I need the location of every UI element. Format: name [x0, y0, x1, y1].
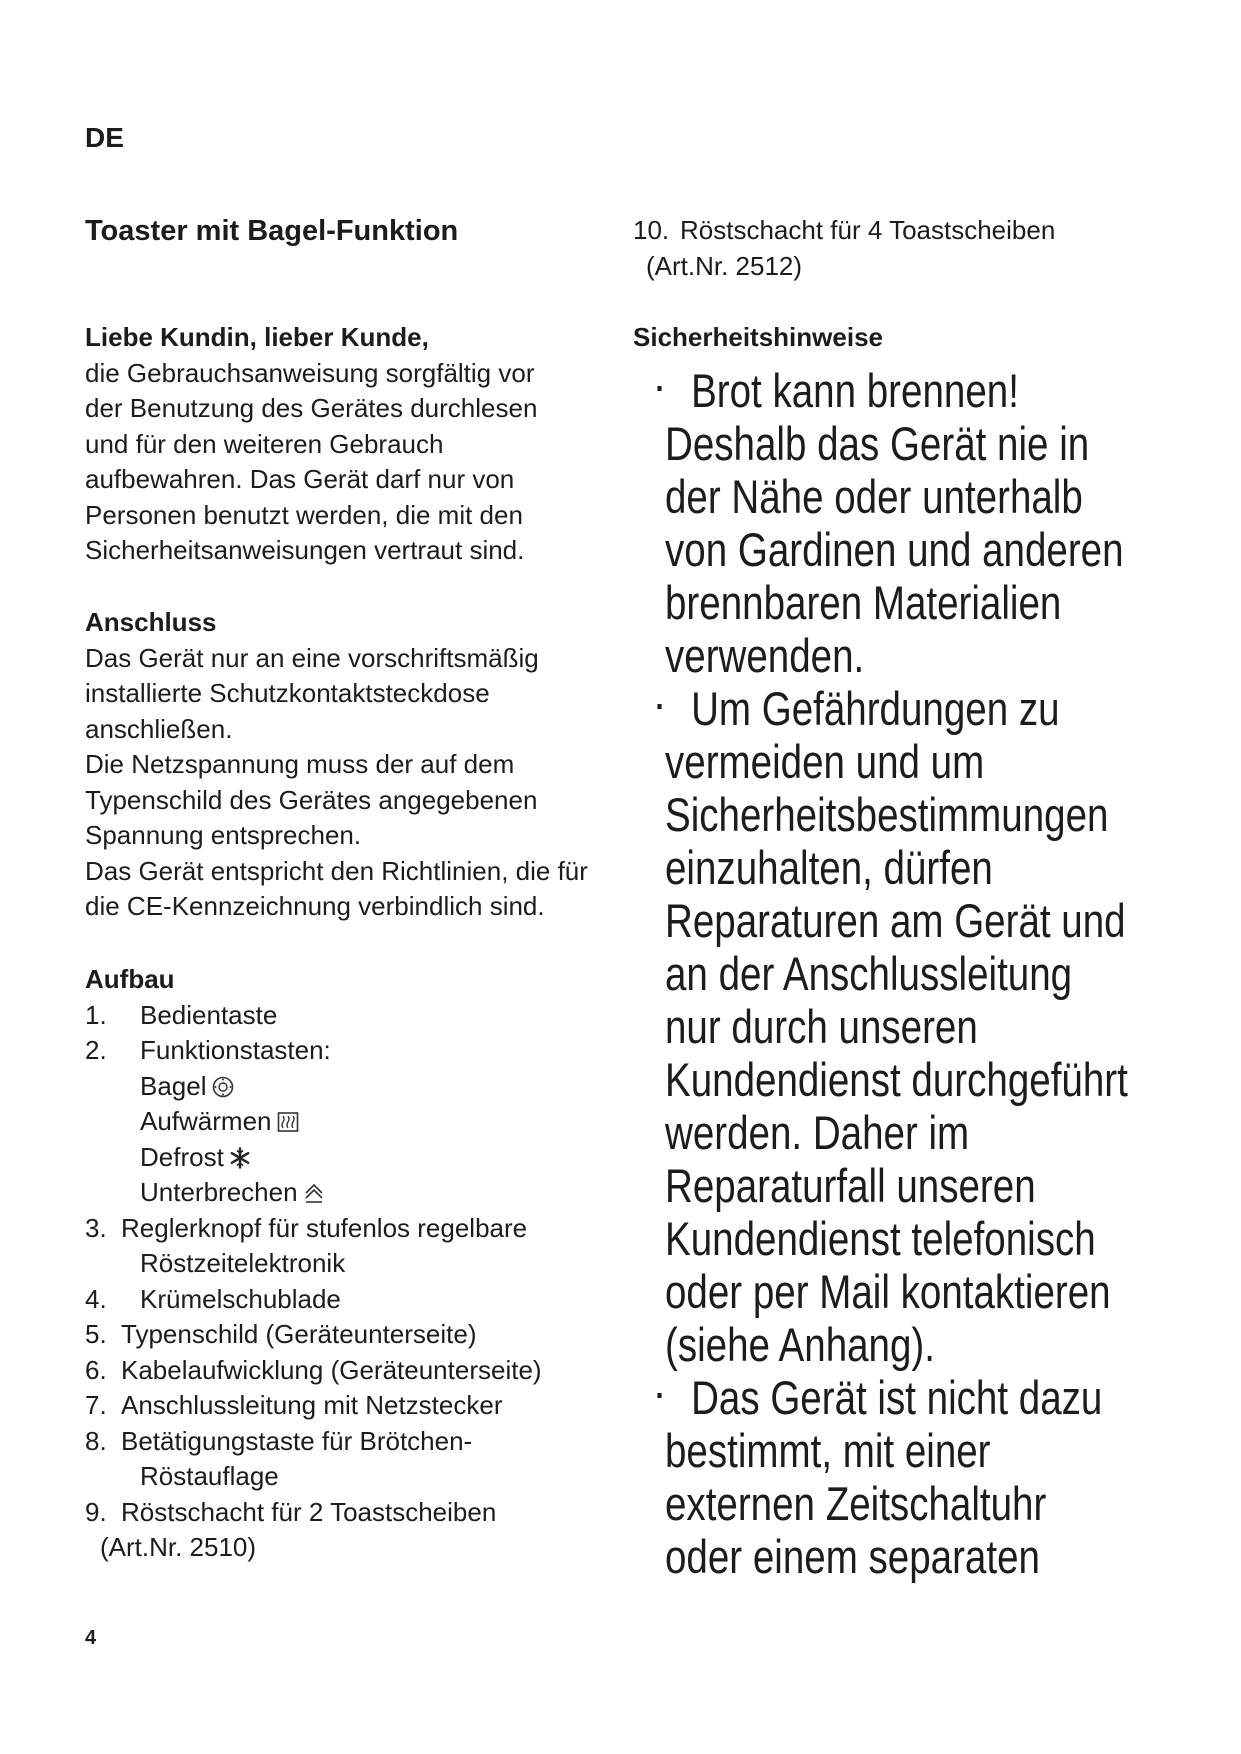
intro-line: Personen benutzt werden, die mit den: [85, 499, 523, 530]
bullet-text: Reparaturen am Gerät und: [665, 894, 1126, 947]
item-number: 3.: [85, 1212, 107, 1243]
item-text: Typenschild (Geräteunterseite): [121, 1319, 477, 1349]
function-label-defrost: Defrost: [140, 1141, 224, 1172]
function-label-cancel: Unterbrechen: [140, 1177, 298, 1207]
bullet-text: bestimmt, mit einer: [665, 1424, 991, 1477]
item-number: 7.: [85, 1390, 107, 1420]
item-number: 2.: [85, 1035, 107, 1065]
intro-line: Sicherheitsanweisungen vertraut sind.: [85, 535, 525, 565]
bullet-marker: [657, 386, 661, 391]
list-item-continuation: [85, 1530, 625, 1566]
list-subitem: [85, 1069, 625, 1105]
list-item: [85, 1211, 625, 1247]
bullet-text: einzuhalten, dürfen: [665, 841, 993, 894]
intro-line: der Benutzung des Gerätes durchlesen: [85, 393, 538, 423]
anschluss-line: Die Netzspannung muss der auf dem: [85, 749, 515, 779]
aufbau-continued: [633, 213, 1233, 284]
safety-bullet: [655, 364, 1235, 682]
list-item: [85, 998, 625, 1034]
item-text: Funktionstasten:: [140, 1035, 331, 1065]
anschluss-line: die CE-Kennzeichnung verbindlich sind.: [85, 891, 545, 921]
item-text: Betätigungstaste für Brötchen-: [121, 1425, 473, 1456]
snowflake-icon: [229, 1143, 251, 1165]
list-item: [85, 1388, 625, 1424]
list-item: [85, 1317, 625, 1353]
bullet-text: oder einem separaten: [665, 1530, 1040, 1583]
item-number: 5.: [85, 1319, 107, 1349]
bullet-text: Reparaturfall unseren: [665, 1159, 1036, 1212]
bullet-text: Kundendienst telefonisch: [665, 1212, 1096, 1265]
bullet-text: externen Zeitschaltuhr: [665, 1477, 1047, 1530]
anschluss-heading: Anschluss: [85, 607, 217, 637]
safety-heading: Sicherheitshinweise: [633, 322, 883, 352]
bullet-marker: [657, 1393, 661, 1398]
item-number: 9.: [85, 1496, 107, 1527]
function-label-reheat: Aufwärmen: [140, 1106, 272, 1136]
item-text: (Art.Nr. 2512): [646, 250, 803, 281]
list-item-continuation: [85, 1459, 625, 1495]
list-item: [633, 213, 1233, 249]
anschluss-line: Das Gerät entspricht den Richtlinien, die für: [85, 855, 588, 886]
intro-heading: Liebe Kundin, lieber Kunde,: [85, 322, 429, 352]
bullet-text: Das Gerät ist nicht dazu: [691, 1371, 1103, 1424]
item-text: Röstauflage: [140, 1461, 279, 1491]
anschluss-line: Typenschild des Gerätes angegebenen: [85, 784, 538, 815]
list-subitem: [85, 1140, 625, 1176]
list-item: [85, 1282, 625, 1318]
item-number: 10.: [633, 215, 670, 245]
reheat-icon: [277, 1107, 299, 1129]
safety-bullet: [655, 1371, 1235, 1583]
item-number: 4.: [85, 1283, 107, 1314]
bullet-text: Sicherheitsbestimmungen: [665, 788, 1109, 841]
anschluss-line: Spannung entsprechen.: [85, 820, 362, 850]
item-number: 1.: [85, 999, 107, 1030]
bullet-text: werden. Daher im: [665, 1106, 970, 1159]
language-code: DE: [85, 122, 124, 153]
page-number: 4: [85, 1627, 97, 1649]
item-text: Reglerknopf für stufenlos regelbare: [121, 1212, 528, 1243]
intro-line: aufbewahren. Das Gerät darf nur von: [85, 464, 515, 494]
anschluss-section: [85, 605, 625, 925]
item-number: 8.: [85, 1425, 107, 1456]
function-label-bagel: Bagel: [140, 1070, 207, 1101]
list-item-continuation: [633, 249, 1233, 285]
item-number: 6.: [85, 1354, 107, 1385]
item-text: Bedientaste: [140, 999, 278, 1030]
item-text: (Art.Nr. 2510): [100, 1532, 257, 1562]
bullet-text: Kundendienst durchgeführt: [665, 1053, 1128, 1106]
anschluss-line: anschließen.: [85, 713, 233, 744]
document-title: Toaster mit Bagel-Funktion: [85, 215, 459, 247]
anschluss-line: Das Gerät nur an eine vorschriftsmäßig: [85, 642, 539, 673]
bullet-text: Deshalb das Gerät nie in: [665, 417, 1090, 470]
item-text: Krümelschublade: [140, 1283, 341, 1314]
bullet-text: nur durch unseren: [665, 1000, 978, 1053]
bullet-text: oder per Mail kontaktieren: [665, 1265, 1111, 1318]
list-item: [85, 1495, 625, 1531]
safety-bullet: [655, 682, 1235, 1371]
list-item: [85, 1424, 625, 1460]
bullet-text: (siehe Anhang).: [665, 1318, 935, 1371]
list-item-continuation: [85, 1246, 625, 1282]
cancel-icon: [303, 1178, 325, 1200]
bullet-text: Um Gefährdungen zu: [691, 682, 1060, 735]
bullet-text: brennbaren Materialien: [665, 576, 1062, 629]
intro-line: die Gebrauchsanweisung sorgfältig vor: [85, 357, 535, 388]
list-item: [85, 1353, 625, 1389]
bullet-marker: [657, 704, 661, 709]
bullet-text: an der Anschlussleitung: [665, 947, 1073, 1000]
list-item: [85, 1033, 625, 1069]
safety-section: [655, 364, 1235, 1583]
bullet-text: Brot kann brennen!: [691, 364, 1019, 417]
item-text: Kabelaufwicklung (Geräteunterseite): [121, 1354, 542, 1385]
bagel-icon: [212, 1072, 234, 1094]
intro-section: [85, 320, 625, 569]
aufbau-section: [85, 962, 625, 1566]
list-subitem: [85, 1104, 625, 1140]
item-text: Anschlussleitung mit Netzstecker: [121, 1390, 503, 1420]
intro-line: und für den weiteren Gebrauch: [85, 428, 444, 459]
anschluss-line: installierte Schutzkontaktsteckdose: [85, 678, 490, 708]
bullet-text: verwenden.: [665, 629, 865, 682]
item-text: Röstschacht für 4 Toastscheiben: [680, 215, 1056, 245]
bullet-text: vermeiden und um: [665, 735, 985, 788]
list-subitem: [85, 1175, 625, 1211]
aufbau-heading: Aufbau: [85, 964, 175, 994]
bullet-text: von Gardinen und anderen: [665, 523, 1124, 576]
item-text: Röstschacht für 2 Toastscheiben: [121, 1496, 497, 1527]
bullet-text: der Nähe oder unterhalb: [665, 470, 1083, 523]
item-text: Röstzeitelektronik: [140, 1248, 346, 1278]
